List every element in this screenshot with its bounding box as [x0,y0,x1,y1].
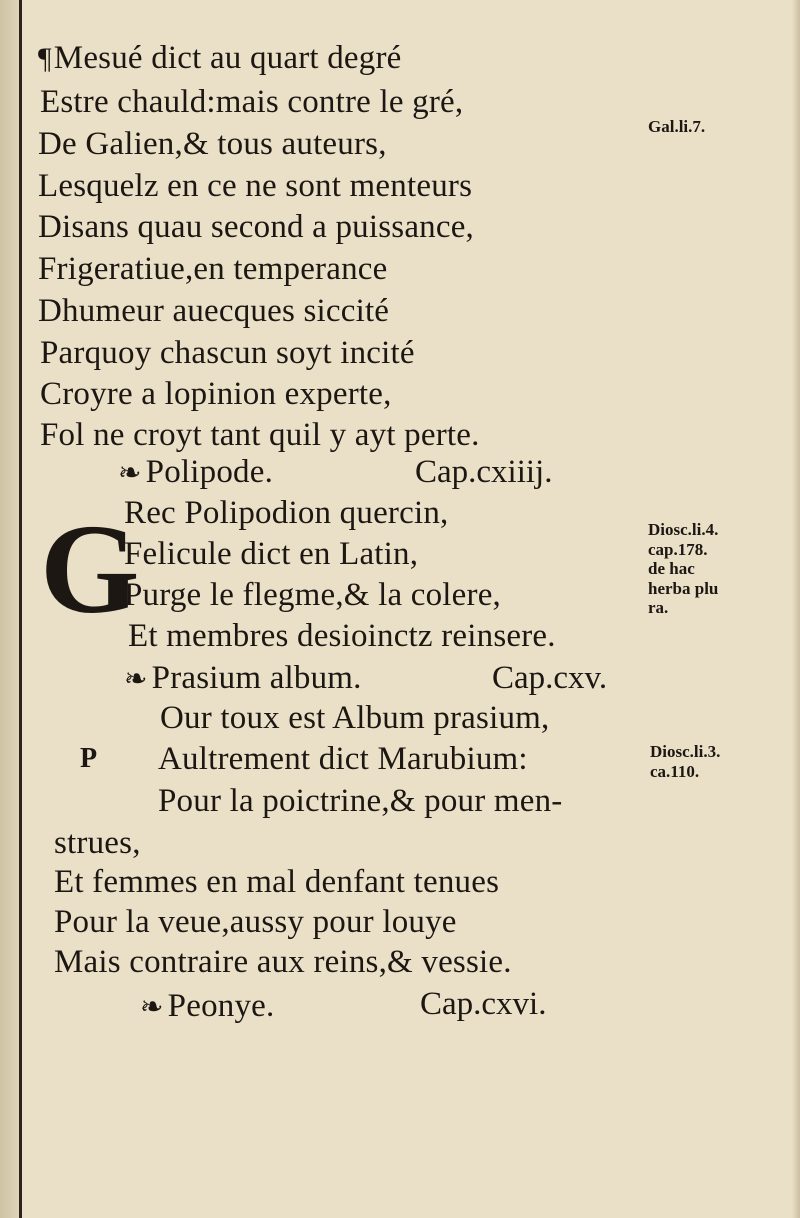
verse-line: Et femmes en mal denfant tenues [54,864,500,900]
verse-line: De Galien,& tous auteurs, [38,126,387,162]
drop-cap: G [40,498,140,640]
fleuron-icon: ❧ [118,458,142,489]
chapter-number: Cap.cxvi. [420,986,547,1022]
verse-line: Dhumeur auecques siccité [38,293,390,329]
verse-line: Frigeratiue,en temperance [38,251,388,287]
verse-line: Estre chauld:mais contre le gré, [40,84,464,120]
binding-edge [19,0,22,1218]
verse-line: Pour la poictrine,& pour men- [158,783,563,819]
verse-line: Croyre a lopinion experte, [40,376,392,412]
margin-note-diosc-polipode: Diosc.li.4. cap.178. de hac herba plu ra. [648,520,719,618]
verse-line: Mais contraire aux reins,& vessie. [54,944,512,980]
verse-line: Our toux est Album prasium, [160,700,550,736]
verse-line: Felicule dict en Latin, [124,536,419,572]
fleuron-icon: ❧ [124,664,148,695]
chapter-number: Cap.cxiiij. [415,454,553,490]
verse-line: Aultrement dict Marubium: [158,741,528,777]
verse-line: Lesquelz en ce ne sont menteurs [38,168,473,204]
margin-note-galien: Gal.li.7. [648,117,706,136]
chapter-heading-prasium: ❧ Prasium album. [124,660,362,696]
verse-line: Disans quau second a puissance, [38,209,475,245]
pilcrow-icon: ¶ [38,42,52,75]
margin-note-diosc-prasium: Diosc.li.3. ca.110. [650,742,721,781]
chapter-heading-peonye: ❧ Peonye. [140,988,275,1024]
verse-line: Rec Polipodion quercin, [124,495,449,531]
side-letter: P [80,743,98,774]
verse-line: ¶Mesué dict au quart degré [38,40,402,76]
verse-line: Et membres desioinctz reinsere. [128,618,556,654]
verse-line: Parquoy chascun soyt incité [40,335,415,371]
verse-line: strues, [54,825,141,861]
fleuron-icon: ❧ [140,992,164,1023]
verse-line: Fol ne croyt tant quil y ayt perte. [40,417,480,453]
chapter-heading-polipode: ❧ Polipode. [118,454,274,490]
verse-line: Purge le flegme,& la colere, [124,577,502,613]
verse-line: Pour la veue,aussy pour louye [54,904,457,940]
chapter-number: Cap.cxv. [492,660,608,696]
page-edge [792,0,800,1218]
